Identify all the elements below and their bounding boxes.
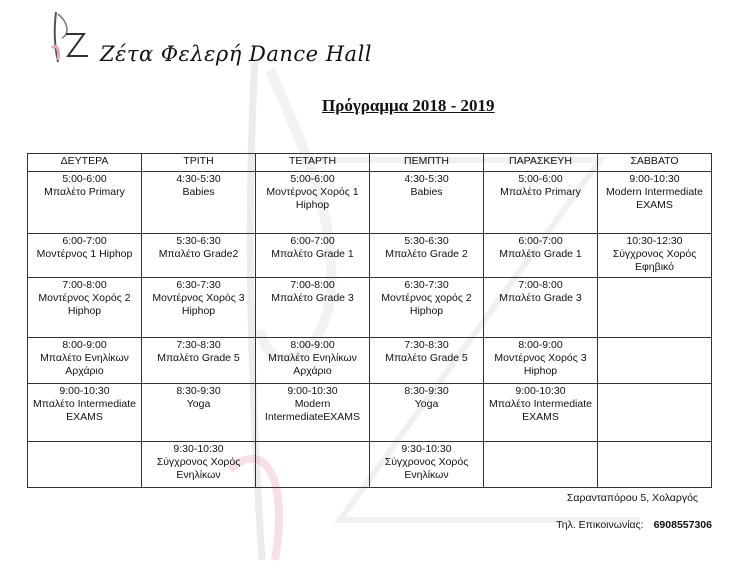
slot-time: 10:30-12:30 <box>626 235 683 247</box>
schedule-row <box>28 384 712 442</box>
class-slot <box>370 338 484 384</box>
slot-class: Μοντέρνος Χορός 1 Hiphop <box>266 186 359 211</box>
class-slot <box>598 442 712 488</box>
class-slot <box>28 278 142 338</box>
day-header: ΤΡΙΤΗ <box>142 154 256 172</box>
slot-time: 7:30-8:30 <box>176 339 221 351</box>
class-slot <box>484 442 598 488</box>
slot-class: Μπαλέτο Grade 3 <box>271 292 354 304</box>
slot-class: Σύγχρονος Χορός Ενηλίκων <box>384 456 469 481</box>
slot-class: Modern IntermediateEXAMS <box>264 398 361 423</box>
class-slot <box>256 384 370 442</box>
class-slot <box>28 172 142 234</box>
slot-time: 6:00-7:00 <box>290 235 335 247</box>
slot-class: Μπαλέτο Primary <box>44 186 125 198</box>
slot-class: Μπαλέτο Grade 5 <box>157 352 240 364</box>
slot-time: 9:00-10:30 <box>515 385 566 397</box>
slot-class: Μπαλέτο Intermediate EXAMS <box>489 398 592 423</box>
class-slot <box>484 172 598 234</box>
class-slot <box>370 384 484 442</box>
class-slot <box>28 442 142 488</box>
slot-time: 6:30-7:30 <box>404 279 449 291</box>
slot-time: 5:00-6:00 <box>518 173 563 185</box>
slot-time: 5:30-6:30 <box>404 235 449 247</box>
slot-class: Μπαλέτο Grade 2 <box>385 248 468 260</box>
class-slot <box>370 172 484 234</box>
day-header: ΔΕΥΤΕΡΑ <box>28 154 142 172</box>
slot-class: Μπαλέτο Grade2 <box>158 248 239 260</box>
slot-time: 9:30-10:30 <box>401 443 452 455</box>
slot-time: 6:30-7:30 <box>176 279 221 291</box>
slot-class: Μπαλέτο Grade 1 <box>271 248 354 260</box>
slot-class: Σύγχρονος Χορός Ενηλίκων <box>156 456 241 481</box>
class-slot <box>142 234 256 278</box>
class-slot <box>256 338 370 384</box>
slot-time: 4:30-5:30 <box>176 173 221 185</box>
slot-time: 8:30-9:30 <box>176 385 221 397</box>
class-slot <box>142 172 256 234</box>
slot-time: 5:00-6:00 <box>290 173 335 185</box>
class-slot <box>28 338 142 384</box>
slot-class: Μοντέρνος Χορός 2 Hiphop <box>38 292 131 317</box>
slot-time: 6:00-7:00 <box>518 235 563 247</box>
slot-time: 8:00-9:00 <box>62 339 107 351</box>
schedule-row <box>28 338 712 384</box>
slot-class: Μπαλέτο Grade 1 <box>499 248 582 260</box>
slot-time: 9:00-10:30 <box>59 385 110 397</box>
class-slot <box>484 234 598 278</box>
slot-time: 5:00-6:00 <box>62 173 107 185</box>
slot-class: Μοντέρνος Χορός 3 Hiphop <box>152 292 245 317</box>
slot-time: 9:00-10:30 <box>287 385 338 397</box>
phone-number[interactable]: 6908557306 <box>653 519 712 531</box>
slot-class: Μοντέρνος 1 Hiphop <box>36 248 133 260</box>
day-header: ΣΑΒΒΑΤΟ <box>598 154 712 172</box>
slot-time: 8:30-9:30 <box>404 385 449 397</box>
day-header-row <box>28 154 712 172</box>
contact-label: Τηλ. Επικοινωνίας: <box>556 519 644 531</box>
class-slot <box>142 278 256 338</box>
slot-time: 7:00-8:00 <box>518 279 563 291</box>
slot-class: Μπαλέτο Intermediate EXAMS <box>33 398 136 423</box>
slot-class: Μπαλέτο Primary <box>500 186 581 198</box>
slot-class: Μπαλέτο Grade 3 <box>499 292 582 304</box>
class-slot <box>598 234 712 278</box>
slot-time: 7:00-8:00 <box>62 279 107 291</box>
slot-time: 9:30-10:30 <box>173 443 224 455</box>
class-slot <box>370 442 484 488</box>
schedule-row <box>28 234 712 278</box>
class-slot <box>28 384 142 442</box>
class-slot <box>484 338 598 384</box>
class-slot <box>142 384 256 442</box>
class-slot <box>142 338 256 384</box>
schedule-row <box>28 278 712 338</box>
slot-class: Yoga <box>186 398 211 410</box>
slot-time: 4:30-5:30 <box>404 173 449 185</box>
brand-name: Ζέτα Φελερή Dance Hall <box>100 42 373 66</box>
class-slot <box>598 338 712 384</box>
class-slot <box>370 234 484 278</box>
slot-time: 8:00-9:00 <box>518 339 563 351</box>
day-header: ΠΕΜΠΤΗ <box>370 154 484 172</box>
slot-time: 7:30-8:30 <box>404 339 449 351</box>
slot-class: Σύγχρονος Χορός Εφηβικό <box>612 248 697 273</box>
slot-time: 9:00-10:30 <box>629 173 680 185</box>
slot-class: Μπαλέτο Ενηλίκων Αρχάριο <box>40 352 129 377</box>
slot-class: Μοντέρνος Χορός 3 Hiphop <box>494 352 587 377</box>
class-slot <box>598 278 712 338</box>
slot-time: 7:00-8:00 <box>290 279 335 291</box>
slot-class: Μπαλέτο Ενηλίκων Αρχάριο <box>268 352 357 377</box>
slot-time: 5:30-6:30 <box>176 235 221 247</box>
class-slot <box>256 442 370 488</box>
schedule-table <box>27 153 712 488</box>
class-slot <box>256 172 370 234</box>
slot-class: Modern Intermediate EXAMS <box>606 186 703 211</box>
day-header: ΤΕΤΑΡΤΗ <box>256 154 370 172</box>
slot-class: Μπαλέτο Grade 5 <box>385 352 468 364</box>
slot-time: 6:00-7:00 <box>62 235 107 247</box>
class-slot <box>370 278 484 338</box>
class-slot <box>256 278 370 338</box>
studio-address: Σαρανταπόρου 5, Χολαργός <box>566 492 698 504</box>
slot-class: Yoga <box>414 398 439 410</box>
slot-class: Μοντέρνος χορός 2 Hiphop <box>381 292 472 317</box>
slot-time: 8:00-9:00 <box>290 339 335 351</box>
day-header: ΠΑΡΑΣΚΕΥΗ <box>484 154 598 172</box>
brand-logo-icon <box>46 8 94 64</box>
class-slot <box>484 384 598 442</box>
schedule-row <box>28 442 712 488</box>
slot-class: Babies <box>410 186 443 198</box>
class-slot <box>598 384 712 442</box>
class-slot <box>256 234 370 278</box>
class-slot <box>484 278 598 338</box>
schedule-row <box>28 172 712 234</box>
class-slot <box>28 234 142 278</box>
class-slot <box>598 172 712 234</box>
page-title: Πρόγραμμα 2018 - 2019 <box>322 96 495 115</box>
class-slot <box>142 442 256 488</box>
slot-class: Babies <box>182 186 215 198</box>
contact-line <box>556 519 712 531</box>
